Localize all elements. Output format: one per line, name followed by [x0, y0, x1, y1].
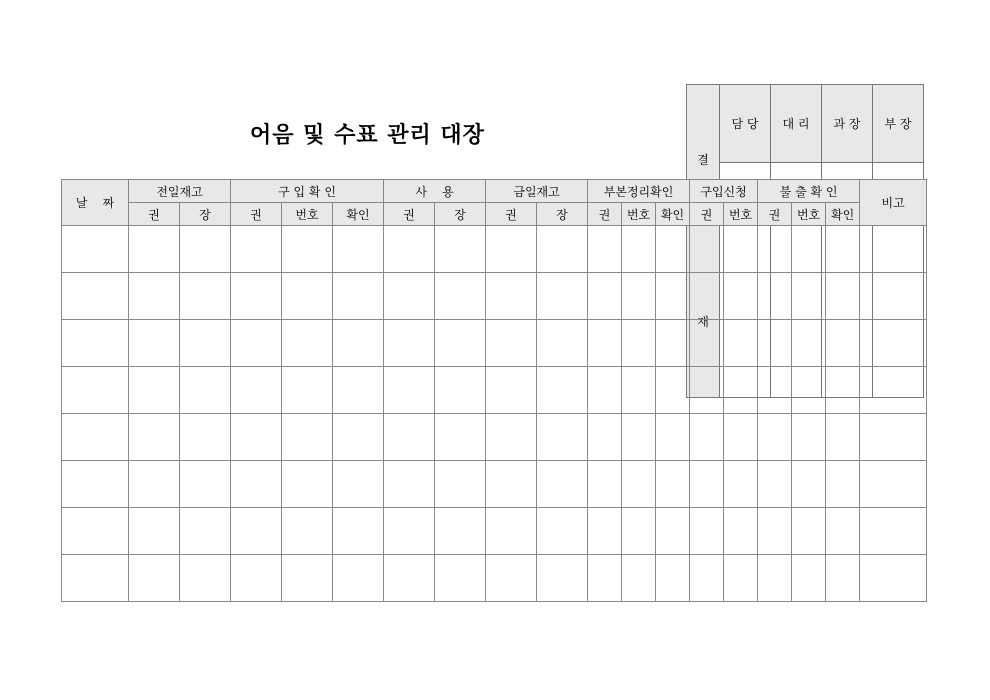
table-cell[interactable]: [588, 461, 622, 508]
sub-header: 번호: [282, 203, 333, 226]
table-cell[interactable]: [231, 273, 282, 320]
ledger-body: [62, 226, 927, 602]
table-cell[interactable]: [588, 367, 622, 414]
table-cell[interactable]: [333, 414, 384, 461]
approval-role-assistant-manager: 대 리: [771, 85, 822, 163]
table-cell[interactable]: [384, 320, 435, 367]
table-cell[interactable]: [537, 273, 588, 320]
table-cell[interactable]: [588, 320, 622, 367]
table-row: [62, 508, 927, 555]
table-cell[interactable]: [231, 320, 282, 367]
table-cell[interactable]: [588, 273, 622, 320]
table-cell[interactable]: [231, 555, 282, 602]
table-cell[interactable]: [826, 273, 860, 320]
table-cell[interactable]: [486, 414, 537, 461]
table-cell[interactable]: [180, 414, 231, 461]
table-cell[interactable]: [180, 320, 231, 367]
table-cell[interactable]: [486, 555, 537, 602]
table-row: [62, 414, 927, 461]
table-cell[interactable]: [62, 461, 129, 508]
table-cell[interactable]: [826, 508, 860, 555]
sub-header: 권: [384, 203, 435, 226]
table-cell[interactable]: [282, 273, 333, 320]
group-header-usage: 사 용: [384, 180, 486, 203]
table-cell[interactable]: [62, 414, 129, 461]
table-cell[interactable]: [622, 555, 656, 602]
table-cell[interactable]: [690, 367, 724, 414]
table-cell[interactable]: [724, 461, 758, 508]
group-header-today-stock: 금일재고: [486, 180, 588, 203]
table-cell[interactable]: [384, 508, 435, 555]
table-cell[interactable]: [231, 461, 282, 508]
table-cell[interactable]: [180, 367, 231, 414]
sub-header: 확인: [826, 203, 860, 226]
sub-header: 장: [537, 203, 588, 226]
table-cell[interactable]: [231, 414, 282, 461]
table-cell[interactable]: [758, 367, 792, 414]
table-cell[interactable]: [486, 461, 537, 508]
table-cell[interactable]: [622, 508, 656, 555]
table-cell[interactable]: [486, 508, 537, 555]
table-cell[interactable]: [435, 555, 486, 602]
table-cell[interactable]: [62, 508, 129, 555]
table-cell[interactable]: [724, 555, 758, 602]
table-cell[interactable]: [622, 226, 656, 273]
approval-label-top: 결: [697, 153, 709, 167]
table-cell[interactable]: [486, 320, 537, 367]
table-cell[interactable]: [860, 320, 927, 367]
table-cell[interactable]: [384, 414, 435, 461]
table-cell[interactable]: [537, 367, 588, 414]
table-cell[interactable]: [62, 273, 129, 320]
page-title: 어음 및 수표 관리 대장: [250, 123, 485, 148]
table-cell[interactable]: [724, 367, 758, 414]
table-row: [62, 461, 927, 508]
table-cell[interactable]: [656, 461, 690, 508]
table-cell[interactable]: [231, 508, 282, 555]
table-cell[interactable]: [62, 320, 129, 367]
table-cell[interactable]: [826, 555, 860, 602]
table-cell[interactable]: [129, 508, 180, 555]
date-header: 날 짜: [62, 180, 129, 226]
sub-header: 번호: [622, 203, 656, 226]
table-cell[interactable]: [724, 273, 758, 320]
table-cell[interactable]: [588, 508, 622, 555]
table-cell[interactable]: [435, 273, 486, 320]
table-cell[interactable]: [690, 555, 724, 602]
group-header-prev-stock: 전일재고: [129, 180, 231, 203]
table-cell[interactable]: [792, 555, 826, 602]
table-cell[interactable]: [860, 226, 927, 273]
table-cell[interactable]: [588, 555, 622, 602]
table-cell[interactable]: [758, 273, 792, 320]
sub-header: 권: [758, 203, 792, 226]
table-cell[interactable]: [724, 508, 758, 555]
table-cell[interactable]: [180, 226, 231, 273]
table-cell[interactable]: [333, 461, 384, 508]
table-cell[interactable]: [180, 461, 231, 508]
table-cell[interactable]: [622, 273, 656, 320]
table-row: [62, 273, 927, 320]
table-cell[interactable]: [826, 461, 860, 508]
table-cell[interactable]: [792, 367, 826, 414]
group-header-issue-confirm: 불 출 확 인: [758, 180, 860, 203]
table-row: [62, 367, 927, 414]
table-cell[interactable]: [758, 461, 792, 508]
table-cell[interactable]: [486, 273, 537, 320]
table-cell[interactable]: [384, 555, 435, 602]
table-cell[interactable]: [231, 367, 282, 414]
sub-header: 권: [129, 203, 180, 226]
table-cell[interactable]: [384, 367, 435, 414]
table-cell[interactable]: [333, 226, 384, 273]
sub-header: 권: [486, 203, 537, 226]
table-cell[interactable]: [792, 414, 826, 461]
sub-header: 확인: [333, 203, 384, 226]
table-cell[interactable]: [180, 273, 231, 320]
table-cell[interactable]: [486, 226, 537, 273]
table-cell[interactable]: [690, 320, 724, 367]
ledger-table: [61, 179, 927, 602]
table-cell[interactable]: [758, 555, 792, 602]
table-cell[interactable]: [537, 555, 588, 602]
table-cell[interactable]: [282, 226, 333, 273]
table-row: [62, 226, 927, 273]
table-cell[interactable]: [656, 226, 690, 273]
table-cell[interactable]: [129, 273, 180, 320]
table-cell[interactable]: [724, 226, 758, 273]
table-cell[interactable]: [690, 273, 724, 320]
table-cell[interactable]: [62, 367, 129, 414]
table-cell[interactable]: [129, 367, 180, 414]
table-cell[interactable]: [690, 414, 724, 461]
table-cell[interactable]: [758, 508, 792, 555]
approval-role-staff: 담 당: [720, 85, 771, 163]
table-cell[interactable]: [435, 320, 486, 367]
table-cell[interactable]: [129, 320, 180, 367]
table-row: [62, 555, 927, 602]
table-cell[interactable]: [537, 320, 588, 367]
header-row-groups: [62, 180, 927, 203]
table-cell[interactable]: [435, 508, 486, 555]
table-cell[interactable]: [860, 414, 927, 461]
table-cell[interactable]: [792, 320, 826, 367]
table-cell[interactable]: [656, 414, 690, 461]
table-cell[interactable]: [282, 508, 333, 555]
table-cell[interactable]: [792, 226, 826, 273]
table-cell[interactable]: [826, 414, 860, 461]
sub-header: 번호: [792, 203, 826, 226]
group-header-purchase-request: 구입신청: [690, 180, 758, 203]
table-cell[interactable]: [282, 461, 333, 508]
table-cell[interactable]: [129, 555, 180, 602]
table-cell[interactable]: [758, 320, 792, 367]
table-cell[interactable]: [537, 414, 588, 461]
table-cell[interactable]: [537, 508, 588, 555]
sub-header: 권: [690, 203, 724, 226]
table-cell[interactable]: [690, 508, 724, 555]
table-cell[interactable]: [384, 226, 435, 273]
table-cell[interactable]: [690, 226, 724, 273]
table-cell[interactable]: [758, 414, 792, 461]
table-cell[interactable]: [656, 508, 690, 555]
table-cell[interactable]: [180, 508, 231, 555]
table-cell[interactable]: [724, 414, 758, 461]
table-cell[interactable]: [690, 461, 724, 508]
table-cell[interactable]: [588, 226, 622, 273]
table-cell[interactable]: [826, 367, 860, 414]
table-cell[interactable]: [231, 226, 282, 273]
approval-role-department-head: 부 장: [873, 85, 924, 163]
table-cell[interactable]: [724, 320, 758, 367]
table-cell[interactable]: [622, 461, 656, 508]
table-cell[interactable]: [826, 320, 860, 367]
table-cell[interactable]: [333, 320, 384, 367]
table-cell[interactable]: [860, 273, 927, 320]
table-cell[interactable]: [384, 461, 435, 508]
group-header-stub-check: 부본정리확인: [588, 180, 690, 203]
table-cell[interactable]: [333, 367, 384, 414]
table-cell[interactable]: [333, 555, 384, 602]
table-cell[interactable]: [860, 461, 927, 508]
sub-header: 장: [180, 203, 231, 226]
sub-header: 권: [231, 203, 282, 226]
sub-header: 확인: [656, 203, 690, 226]
table-cell[interactable]: [826, 226, 860, 273]
table-cell[interactable]: [622, 414, 656, 461]
table-row: [62, 320, 927, 367]
table-cell[interactable]: [333, 508, 384, 555]
table-cell[interactable]: [282, 320, 333, 367]
remarks-header: 비고: [860, 180, 927, 226]
approval-label-bottom: 재: [697, 315, 709, 329]
sub-header: 장: [435, 203, 486, 226]
table-cell[interactable]: [333, 273, 384, 320]
table-cell[interactable]: [622, 320, 656, 367]
table-cell[interactable]: [792, 273, 826, 320]
table-cell[interactable]: [282, 555, 333, 602]
table-cell[interactable]: [656, 320, 690, 367]
table-cell[interactable]: [62, 555, 129, 602]
table-cell[interactable]: [435, 226, 486, 273]
table-cell[interactable]: [537, 226, 588, 273]
table-cell[interactable]: [792, 461, 826, 508]
table-cell[interactable]: [537, 461, 588, 508]
table-cell[interactable]: [622, 367, 656, 414]
table-cell[interactable]: [282, 367, 333, 414]
table-cell[interactable]: [129, 461, 180, 508]
header-row-subs: [62, 203, 927, 226]
table-cell[interactable]: [384, 273, 435, 320]
table-cell[interactable]: [588, 414, 622, 461]
table-cell[interactable]: [129, 226, 180, 273]
table-cell[interactable]: [486, 367, 537, 414]
table-cell[interactable]: [435, 414, 486, 461]
sub-header: 번호: [724, 203, 758, 226]
table-cell[interactable]: [860, 367, 927, 414]
approval-role-section-chief: 과 장: [822, 85, 873, 163]
table-cell[interactable]: [792, 508, 826, 555]
table-cell[interactable]: [62, 226, 129, 273]
table-cell[interactable]: [656, 555, 690, 602]
table-cell[interactable]: [758, 226, 792, 273]
group-header-purchase-confirm: 구 입 확 인: [231, 180, 384, 203]
table-cell[interactable]: [435, 367, 486, 414]
table-cell[interactable]: [180, 555, 231, 602]
sub-header: 권: [588, 203, 622, 226]
table-cell[interactable]: [656, 367, 690, 414]
table-cell[interactable]: [656, 273, 690, 320]
table-cell[interactable]: [860, 555, 927, 602]
table-cell[interactable]: [860, 508, 927, 555]
table-cell[interactable]: [435, 461, 486, 508]
table-cell[interactable]: [282, 414, 333, 461]
table-cell[interactable]: [129, 414, 180, 461]
